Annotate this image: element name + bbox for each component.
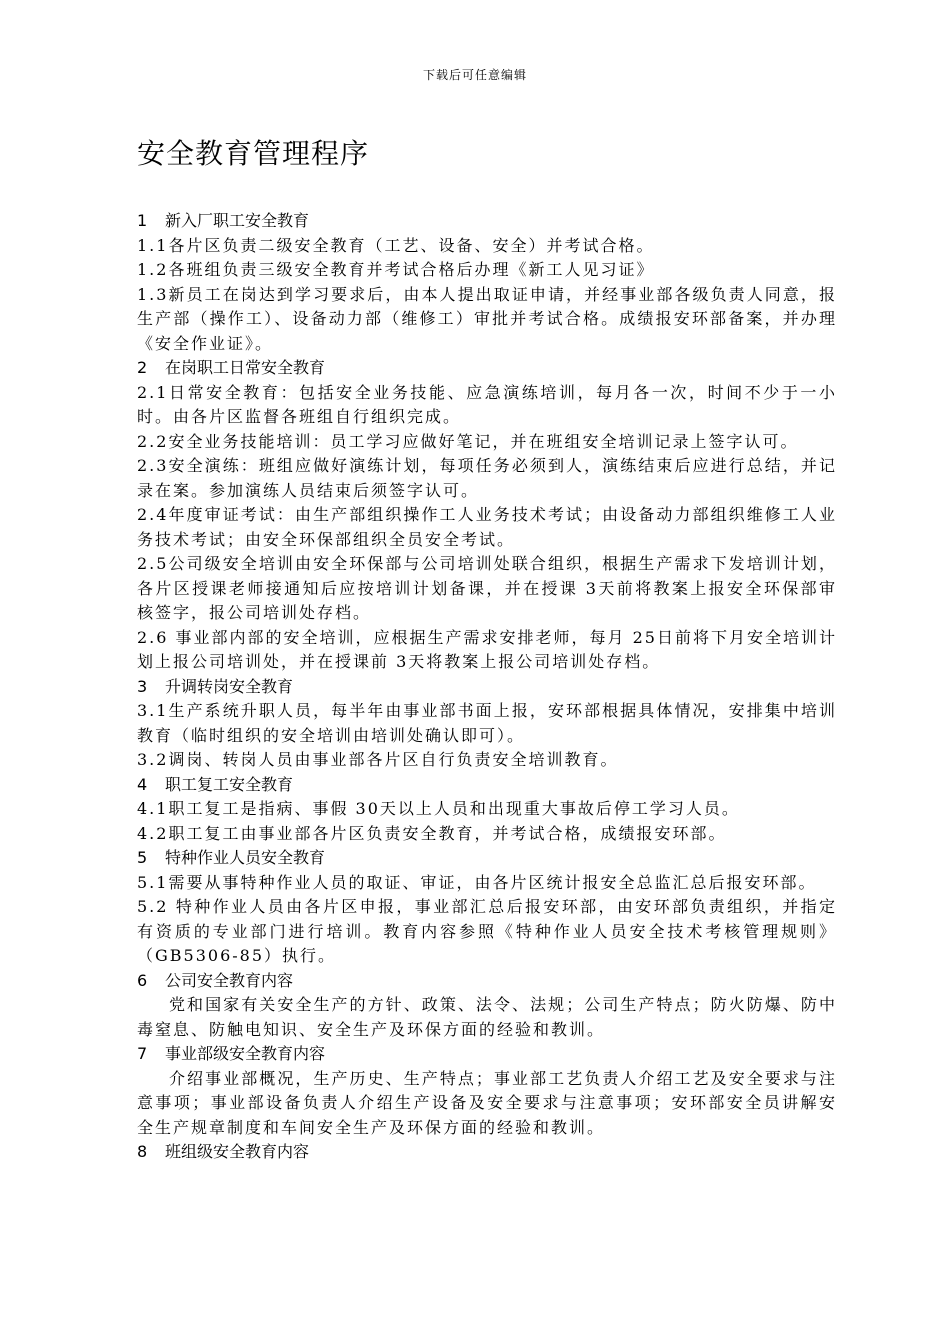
section-item: 5.2 特种作业人员由各片区申报，事业部汇总后报安环部，由安环部负责组织，并指定有资质的专业部门进行培训。教育内容参照《特种作业人员安全技术考核管理规则》（GB5306-85）执行。 xyxy=(137,897,837,965)
section-item: 2.4年度审证考试：由生产部组织操作工人业务技术考试；由设备动力部组织维修工人业务技术考试；由安全环保部组织全员安全考试。 xyxy=(137,505,837,549)
section-title: 在岗职工日常安全教育 xyxy=(165,358,326,377)
section-number: 3 xyxy=(137,676,148,696)
section-item: 4.1职工复工是指病、事假 30天以上人员和出现重大事故后停工学习人员。 xyxy=(137,799,740,818)
section-heading-1 xyxy=(137,209,837,234)
section-title: 职工复工安全教育 xyxy=(165,774,294,794)
section-number: 7 xyxy=(137,1044,148,1063)
section-number: 5 xyxy=(137,848,148,867)
section-title: 升调转岗安全教育 xyxy=(165,676,294,696)
section-title: 特种作业人员安全教育 xyxy=(165,848,326,867)
section-heading-6 xyxy=(137,969,837,994)
section-item: 2.1日常安全教育：包括安全业务技能、应急演练培训，每月各一次，时间不少于一小时。由各片区监督各班组自行组织完成。 xyxy=(137,382,837,426)
section-number: 6 xyxy=(137,970,148,990)
section-heading-8 xyxy=(137,1140,837,1165)
section-title: 事业部级安全教育内容 xyxy=(165,1044,326,1063)
header-note: 下载后可任意编辑 xyxy=(422,68,527,82)
section-heading-7 xyxy=(137,1042,837,1067)
section-item: 5.1需要从事特种作业人员的取证、审证，由各片区统计报安全总监汇总后报安环部。 xyxy=(137,872,817,892)
section-heading-2 xyxy=(137,356,837,381)
section-heading-3 xyxy=(137,675,837,700)
document-body xyxy=(137,209,837,1165)
section-number: 2 xyxy=(137,358,148,377)
document-title: 安全教育管理程序 xyxy=(137,137,370,170)
section-title: 班组级安全教育内容 xyxy=(165,1142,310,1161)
section-number: 4 xyxy=(137,774,148,794)
section-item: 1.3新员工在岗达到学习要求后，由本人提出取证申请，并经事业部各级负责人同意，报生产部（操作工）、设备动力部（维修工）审批并考试合格。成绩报安环部备案，并办理《安全作业证》。 xyxy=(137,284,837,353)
section-item: 3.1生产系统升职人员，每半年由事业部书面上报，安环部根据具体情况，安排集中培训教育（临时组织的安全培训由培训处确认即可）。 xyxy=(137,701,837,745)
section-item: 2.5公司级安全培训由安全环保部与公司培训处联合组织，根据生产需求下发培训计划，各片区授课老师接通知后应按培训计划备课，并在授课 3天前将教案上报安全环保部审核签字，报公司培训处存档。 xyxy=(137,554,837,622)
section-item: 3.2调岗、转岗人员由事业部各片区自行负责安全培训教育。 xyxy=(137,750,619,769)
section-body: 介绍事业部概况，生产历史、生产特点；事业部工艺负责人介绍工艺及安全要求与注意事项；事业部设备负责人介绍生产设备及安全要求与注意事项；安环部安全员讲解安全生产规章制度和车间安全生产及环保方面的经验和教训。 xyxy=(137,1068,837,1137)
section-item: 2.2安全业务技能培训：员工学习应做好笔记，并在班组安全培训记录上签字认可。 xyxy=(137,431,799,451)
section-number: 1 xyxy=(137,211,148,230)
section-heading-5 xyxy=(137,846,837,871)
section-item: 4.2职工复工由事业部各片区负责安全教育，并考试合格，成绩报安环部。 xyxy=(137,823,727,843)
section-title: 新入厂职工安全教育 xyxy=(165,211,310,230)
section-item: 1.1各片区负责二级安全教育（工艺、设备、安全）并考试合格。 xyxy=(137,235,655,255)
section-item: 2.6 事业部内部的安全培训，应根据生产需求安排老师，每月 25日前将下月安全培训计划上报公司培训处，并在授课前 3天将教案上报公司培训处存档。 xyxy=(137,627,837,671)
section-item: 1.2各班组负责三级安全教育并考试合格后办理《新工人见习证》 xyxy=(137,260,655,279)
section-title: 公司安全教育内容 xyxy=(165,970,294,990)
section-number: 8 xyxy=(137,1142,148,1161)
section-heading-4 xyxy=(137,773,837,798)
section-body: 党和国家有关安全生产的方针、政策、法令、法规；公司生产特点；防火防爆、防中毒窒息、防触电知识、安全生产及环保方面的经验和教训。 xyxy=(137,995,837,1039)
section-item: 2.3安全演练：班组应做好演练计划，每项任务必须到人，演练结束后应进行总结，并记录在案。参加演练人员结束后须签字认可。 xyxy=(137,456,837,500)
